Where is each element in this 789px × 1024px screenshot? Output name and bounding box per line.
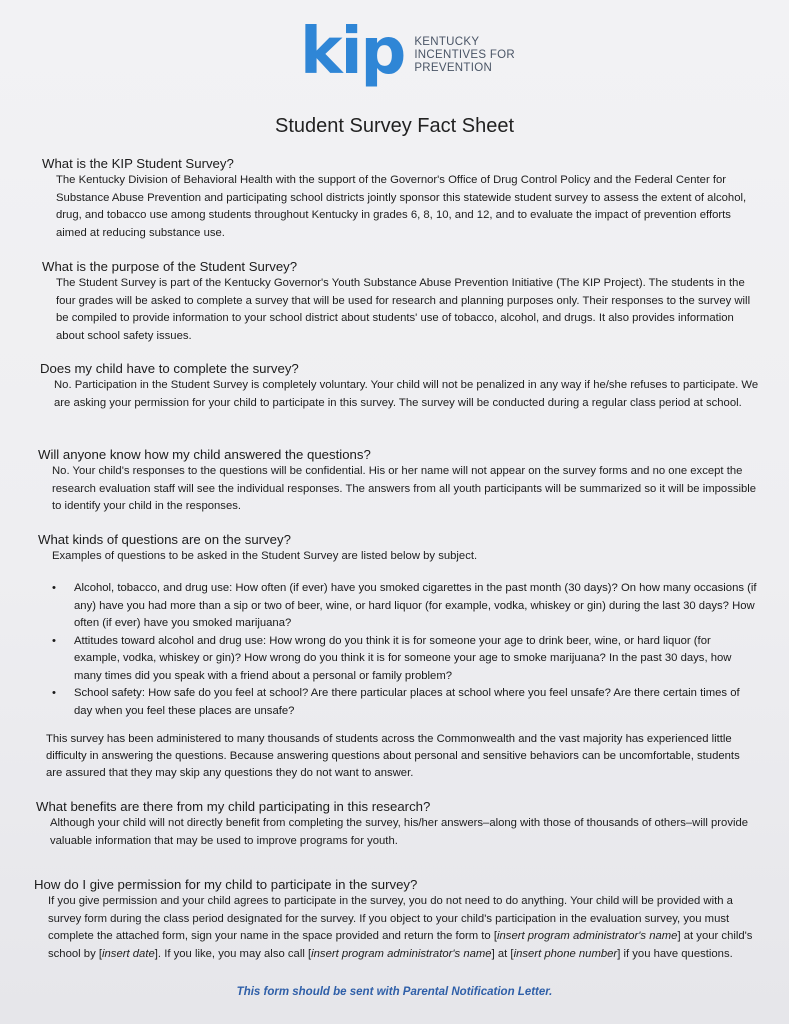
logo-mark: kip [300, 15, 405, 89]
answer-text: ]. If you like, you may also call [ [154, 947, 312, 960]
list-item: • School safety: How safe do you feel at school? Are there particular places at school where you feel unsafe? Are there certain times of day when you feel these places are unsafe? [52, 685, 757, 720]
answer-text: If you give permission and your child agrees to participate in the survey, you do not need to do anything. Your child will be provided with a survey form during the class period designated for the survey. If you object to your child's participation in the evaluation survey, you must complete the attached form, sign your name in the space provided and return the form to [ [48, 895, 733, 942]
logo-line-1: KENTUCKY [414, 36, 480, 48]
section-question: What benefits are there from my child participating in this research? [36, 799, 431, 814]
section-anonymity [38, 446, 760, 516]
placeholder-admin-name: insert program administrator's name [311, 947, 492, 960]
placeholder-phone: insert phone number [513, 947, 618, 960]
answer-text: ] at [ [491, 947, 514, 960]
section-answer: Although your child will not directly benefit from completing the survey, his/her answers–along with those of thousands of others–will provide valuable information that may be used to improve programs for youth. [50, 817, 749, 847]
section-question: What kinds of questions are on the survey? [38, 532, 291, 547]
list-item: • Alcohol, tobacco, and drug use: How often (if ever) have you smoked cigarettes in the past month (30 days)? On how many occasions (if any) have you had more than a sip or two of beer, wine, or hard liquor (for example, vodka, whiskey or gin) during the last 30 days? How often (if ever) have you smoked marijuana? [52, 580, 757, 633]
section-benefits [36, 798, 760, 850]
placeholder-admin-name: insert program administrator's name [497, 930, 678, 942]
section-answer: The Student Survey is part of the Kentucky Governor's Youth Substance Abuse Prevention Initiative (The KIP Project). The students in the four grades will be asked to complete a survey that will be used for research and planning purposes only. Their responses to the survey will be compiled to provide information to your school district about students' use of tobacco, alcohol, and drugs. It also provides information about school safety issues. [56, 277, 751, 342]
closing-paragraph: This survey has been administered to many thousands of students across the Commonwealth and the vast majority has experienced little difficulty in answering the questions. Because answering questions about personal and sensitive behaviors can be uncomfortable, students are assured that they may skip any questions they do not want to answer. [46, 733, 740, 779]
placeholder-date: insert date [102, 947, 155, 960]
question-examples-list [52, 580, 757, 720]
section-answer: Examples of questions to be asked in the Student Survey are listed below by subject. [52, 550, 478, 562]
answer-text: ] at your child's school by [ [48, 930, 753, 960]
list-item: • Attitudes toward alcohol and drug use: How wrong do you think it is for someone your age to drink beer, wine, or hard liquor (for example, vodka, whiskey or gin)? How wrong do you think it is for someone your age to smoke marijuana? In the past 30 days, how many times did you speak with a friend about a personal or family problem? [52, 633, 757, 686]
footer-note: This form should be sent with Parental Notification Letter. [236, 986, 553, 998]
section-answer [34, 893, 760, 963]
section-answer: No. Participation in the Student Survey is completely voluntary. Your child will not be penalized in any way if he/she refuses to participate. We are asking your permission for your child to participate in this survey. The survey will be conducted during a regular class period at school. [54, 379, 759, 409]
logo-line-3: PREVENTION [414, 62, 493, 74]
page-title: Student Survey Fact Sheet [274, 115, 515, 137]
section-purpose [42, 258, 760, 345]
section-permission [34, 876, 760, 963]
section-answer: No. Your child's responses to the questions will be confidential. His or her name will not appear on the survey forms and no one except the research evaluation staff will see the individual responses. The answers from all youth participants will be summarized so it will be impossible to identify your child in the responses. [52, 465, 757, 512]
section-question: What is the purpose of the Student Survey? [42, 259, 298, 274]
logo-text [414, 36, 515, 75]
section-question: What is the KIP Student Survey? [42, 156, 234, 171]
logo-line-2: INCENTIVES FOR [414, 49, 515, 61]
answer-text: ] if you have questions. [617, 947, 733, 960]
section-complete [40, 360, 760, 412]
kip-logo [300, 15, 515, 89]
section-question: Does my child have to complete the survey? [40, 361, 299, 376]
section-what-is [42, 155, 760, 242]
section-answer: The Kentucky Division of Behavioral Health with the support of the Governor's Office of Drug Control Policy and the Federal Center for Substance Abuse Prevention and participating school districts jointly sponsor this statewide student survey to assess the extent of alcohol, drug, and tobacco use among students throughout Kentucky in grades 6, 8, 10, and 12, and to evaluate the impact of prevention efforts aimed at reducing substance use. [56, 174, 747, 239]
section-question: How do I give permission for my child to participate in the survey? [34, 877, 418, 892]
section-question-kinds [38, 531, 760, 566]
section-question: Will anyone know how my child answered the questions? [38, 447, 371, 462]
